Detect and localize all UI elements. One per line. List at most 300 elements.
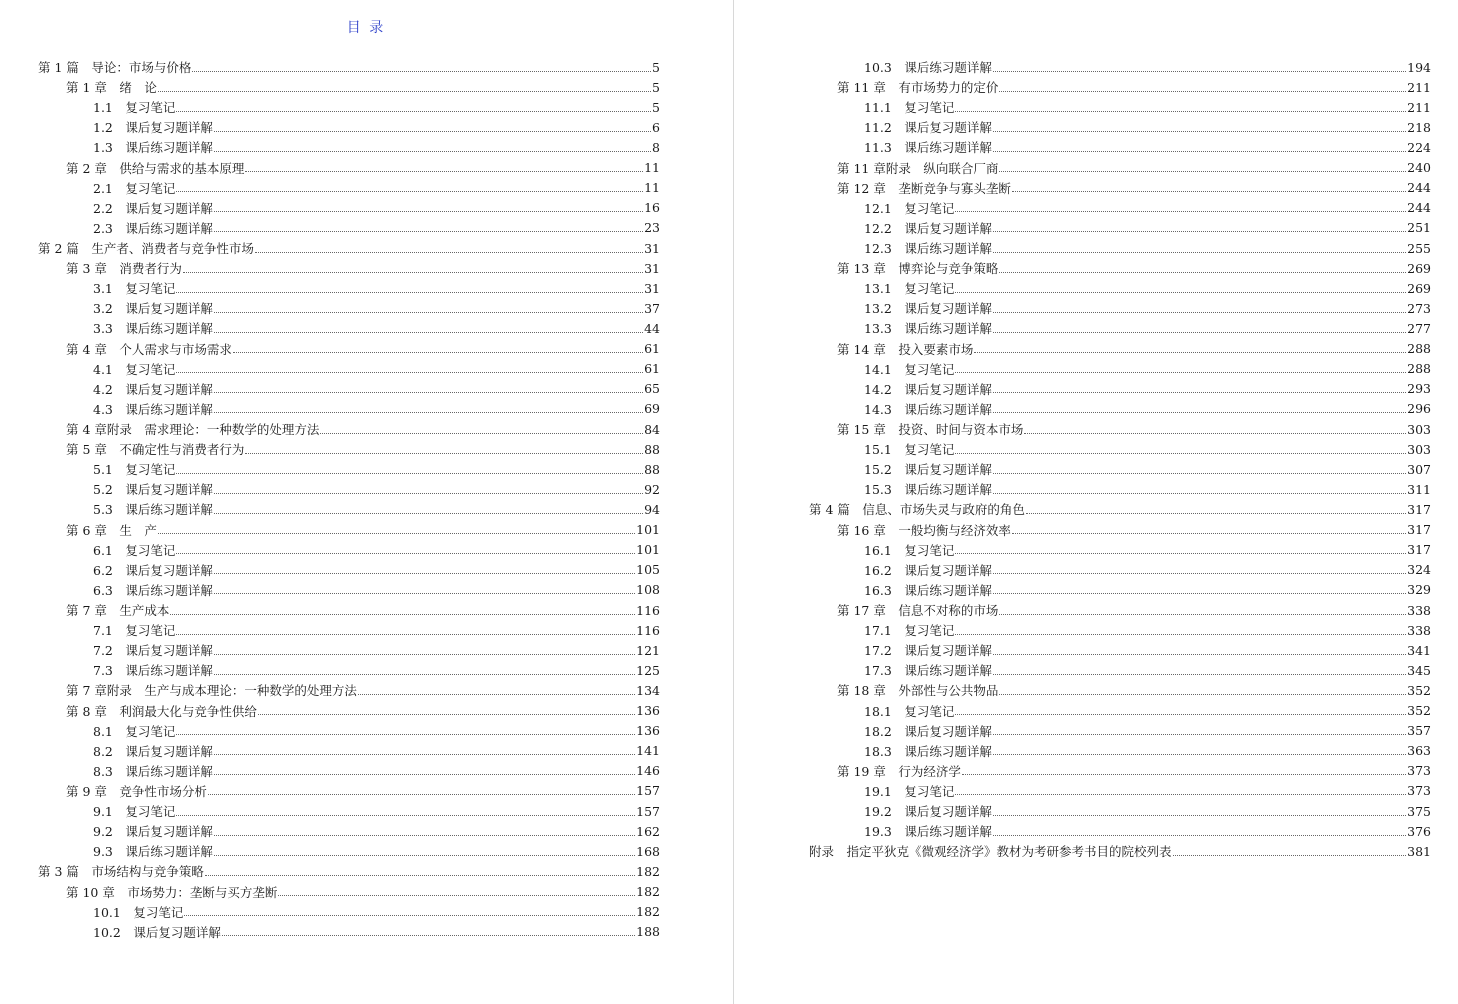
- toc-entry-page-number: 5: [652, 79, 660, 95]
- toc-section-entry[interactable]: [809, 540, 1431, 560]
- toc-entry-label: 14.3 课后练习题详解: [864, 401, 992, 417]
- toc-dot-leader: [1026, 513, 1406, 514]
- toc-part-entry[interactable]: [809, 499, 1431, 519]
- toc-chapter-entry[interactable]: [38, 158, 660, 178]
- toc-dot-leader: [993, 392, 1406, 393]
- toc-entry-page-number: 141: [636, 743, 660, 759]
- toc-entry-page-number: 311: [1407, 481, 1431, 497]
- toc-dot-leader: [993, 573, 1406, 574]
- toc-entry-page-number: 303: [1407, 441, 1431, 457]
- toc-entry-label: 16.3 课后练习题详解: [864, 582, 992, 598]
- toc-section-entry[interactable]: [809, 640, 1431, 660]
- toc-dot-leader: [214, 493, 643, 494]
- toc-section-entry[interactable]: [38, 97, 660, 117]
- toc-entry-page-number: 31: [644, 280, 660, 296]
- toc-section-entry[interactable]: [38, 841, 660, 861]
- toc-entry-label: 第 14 章 投入要素市场: [837, 341, 974, 357]
- toc-section-entry[interactable]: [809, 439, 1431, 459]
- toc-section-entry[interactable]: [38, 540, 660, 560]
- toc-entry-label: 第 7 章 生产成本: [66, 603, 170, 618]
- toc-dot-leader: [245, 171, 643, 172]
- toc-entry-label: 9.2 课后复习题详解: [93, 824, 213, 840]
- toc-dot-leader: [1024, 433, 1406, 434]
- toc-entry-label: 2.2 课后复习题详解: [93, 200, 213, 216]
- toc-section-entry[interactable]: [38, 640, 660, 660]
- toc-entry-label: 10.3 课后练习题详解: [864, 60, 992, 76]
- toc-chapter-entry[interactable]: [809, 258, 1431, 278]
- toc-section-entry[interactable]: [809, 821, 1431, 841]
- toc-entry-label: 8.2 课后复习题详解: [93, 743, 213, 759]
- toc-part-entry[interactable]: [38, 861, 660, 881]
- toc-entry-page-number: 16: [644, 200, 660, 216]
- toc-entry-page-number: 296: [1407, 401, 1431, 417]
- toc-entry-page-number: 357: [1407, 723, 1431, 739]
- toc-entry-label: 3.1 复习笔记: [93, 281, 176, 297]
- toc-section-entry[interactable]: [38, 741, 660, 761]
- toc-entry-page-number: 101: [636, 542, 660, 558]
- toc-entry-page-number: 88: [644, 441, 660, 457]
- toc-section-entry[interactable]: [809, 801, 1431, 821]
- toc-entry-page-number: 240: [1407, 160, 1431, 176]
- toc-dot-leader: [993, 231, 1406, 232]
- toc-entry-page-number: 61: [644, 361, 660, 377]
- toc-chapter-entry[interactable]: [809, 419, 1431, 439]
- toc-entry-page-number: 182: [636, 863, 660, 879]
- toc-entry-page-number: 273: [1407, 300, 1431, 316]
- toc-dot-leader: [170, 614, 635, 615]
- toc-entry-page-number: 11: [644, 180, 660, 196]
- toc-section-entry[interactable]: [38, 178, 660, 198]
- toc-page-right: [736, 0, 1458, 1004]
- toc-entry-page-number: 157: [636, 803, 660, 819]
- toc-section-entry[interactable]: [38, 459, 660, 479]
- toc-entry-page-number: 211: [1407, 79, 1431, 95]
- toc-section-entry[interactable]: [809, 97, 1431, 117]
- toc-entry-label: 11.3 课后练习题详解: [864, 140, 992, 156]
- toc-dot-leader: [158, 533, 635, 534]
- toc-entry-label: 第 13 章 博弈论与竞争策略: [837, 261, 999, 277]
- toc-entry-page-number: 244: [1407, 180, 1431, 196]
- toc-entry-label: 第 3 篇 市场结构与竞争策略: [38, 864, 204, 880]
- toc-section-entry[interactable]: [38, 560, 660, 580]
- toc-entry-page-number: 37: [644, 300, 660, 316]
- toc-chapter-entry[interactable]: [809, 158, 1431, 178]
- toc-entry-page-number: 338: [1407, 622, 1431, 638]
- toc-section-entry[interactable]: [809, 721, 1431, 741]
- toc-section-entry[interactable]: [38, 198, 660, 218]
- toc-entry-label: 13.3 课后练习题详解: [864, 321, 992, 337]
- toc-list-left: [38, 57, 660, 942]
- toc-chapter-entry[interactable]: [809, 339, 1431, 359]
- toc-section-entry[interactable]: [809, 57, 1431, 77]
- toc-entry-page-number: 352: [1407, 682, 1431, 698]
- toc-section-entry[interactable]: [809, 318, 1431, 338]
- toc-entry-label: 16.1 复习笔记: [864, 542, 955, 558]
- toc-entry-label: 1.3 课后练习题详解: [93, 140, 213, 156]
- toc-entry-label: 15.3 课后练习题详解: [864, 482, 992, 498]
- toc-chapter-entry[interactable]: [809, 680, 1431, 700]
- toc-dot-leader: [993, 312, 1406, 313]
- toc-dot-leader: [993, 412, 1406, 413]
- toc-entry-page-number: 65: [644, 381, 660, 397]
- toc-entry-page-number: 345: [1407, 662, 1431, 678]
- toc-section-entry[interactable]: [38, 117, 660, 137]
- toc-section-entry[interactable]: [38, 318, 660, 338]
- toc-section-entry[interactable]: [38, 821, 660, 841]
- toc-dot-leader: [1012, 533, 1406, 534]
- toc-entry-page-number: 116: [636, 602, 660, 618]
- toc-entry-label: 18.2 课后复习题详解: [864, 723, 992, 739]
- toc-entry-page-number: 288: [1407, 341, 1431, 357]
- toc-section-entry[interactable]: [38, 801, 660, 821]
- toc-dot-leader: [955, 372, 1406, 373]
- toc-section-entry[interactable]: [809, 218, 1431, 238]
- toc-section-entry[interactable]: [38, 399, 660, 419]
- toc-entry-page-number: 288: [1407, 361, 1431, 377]
- toc-entry-label: 10.1 复习笔记: [93, 904, 184, 920]
- toc-entry-page-number: 373: [1407, 763, 1431, 779]
- toc-entry-page-number: 381: [1407, 843, 1431, 859]
- toc-entry-label: 18.3 课后练习题详解: [864, 743, 992, 759]
- toc-entry-page-number: 6: [652, 119, 660, 135]
- toc-section-entry[interactable]: [38, 580, 660, 600]
- toc-part-entry[interactable]: [38, 238, 660, 258]
- toc-chapter-entry[interactable]: [809, 520, 1431, 540]
- toc-chapter-entry[interactable]: [809, 761, 1431, 781]
- toc-entry-label: 第 6 章 生 产: [66, 522, 157, 538]
- toc-section-entry[interactable]: [38, 499, 660, 519]
- toc-entry-label: 5.2 课后复习题详解: [93, 482, 213, 498]
- toc-section-entry[interactable]: [809, 359, 1431, 379]
- toc-dot-leader: [993, 815, 1406, 816]
- toc-dot-leader: [176, 111, 651, 112]
- toc-entry-label: 7.2 课后复习题详解: [93, 643, 213, 659]
- toc-dot-leader: [214, 573, 635, 574]
- toc-section-entry[interactable]: [809, 399, 1431, 419]
- toc-section-entry[interactable]: [809, 137, 1431, 157]
- toc-entry-page-number: 105: [636, 562, 660, 578]
- toc-entry-label: 17.3 课后练习题详解: [864, 663, 992, 679]
- toc-section-entry[interactable]: [809, 278, 1431, 298]
- toc-section-entry[interactable]: [38, 479, 660, 499]
- toc-entry-label: 5.3 课后练习题详解: [93, 502, 213, 518]
- toc-entry-label: 第 4 篇 信息、市场失灵与政府的角色: [809, 502, 1025, 518]
- toc-dot-leader: [214, 231, 643, 232]
- toc-chapter-entry[interactable]: [38, 600, 660, 620]
- toc-chapter-entry[interactable]: [38, 339, 660, 359]
- toc-section-entry[interactable]: [38, 902, 660, 922]
- toc-dot-leader: [214, 392, 643, 393]
- toc-entry-label: 3.2 课后复习题详解: [93, 301, 213, 317]
- toc-entry-label: 1.1 复习笔记: [93, 100, 176, 116]
- toc-chapter-entry[interactable]: [38, 781, 660, 801]
- toc-entry-page-number: 211: [1407, 99, 1431, 115]
- toc-entry-page-number: 251: [1407, 220, 1431, 236]
- toc-entry-label: 2.3 课后练习题详解: [93, 220, 213, 236]
- toc-chapter-entry[interactable]: [38, 520, 660, 540]
- toc-dot-leader: [258, 714, 635, 715]
- toc-dot-leader: [993, 252, 1406, 253]
- toc-dot-leader: [278, 895, 635, 896]
- toc-entry-page-number: 61: [644, 341, 660, 357]
- toc-entry-label: 第 11 章附录 纵向联合厂商: [837, 160, 999, 176]
- toc-dot-leader: [993, 593, 1406, 594]
- toc-dot-leader: [214, 754, 635, 755]
- toc-entry-page-number: 157: [636, 783, 660, 799]
- toc-entry-label: 12.2 课后复习题详解: [864, 220, 992, 236]
- toc-dot-leader: [999, 171, 1406, 172]
- toc-section-entry[interactable]: [809, 560, 1431, 580]
- toc-entry-page-number: 317: [1407, 501, 1431, 517]
- toc-dot-leader: [993, 151, 1406, 152]
- toc-section-entry[interactable]: [38, 660, 660, 680]
- toc-part-entry[interactable]: [809, 841, 1431, 861]
- toc-entry-page-number: 146: [636, 763, 660, 779]
- toc-entry-label: 第 1 章 绪 论: [66, 80, 157, 96]
- toc-dot-leader: [205, 875, 635, 876]
- toc-section-entry[interactable]: [38, 721, 660, 741]
- toc-section-entry[interactable]: [809, 701, 1431, 721]
- toc-entry-label: 11.1 复习笔记: [864, 100, 955, 116]
- toc-dot-leader: [222, 935, 635, 936]
- toc-chapter-entry[interactable]: [38, 680, 660, 700]
- toc-dot-leader: [214, 211, 643, 212]
- toc-entry-label: 附录 指定平狄克《微观经济学》教材为考研参考书目的院校列表: [809, 844, 1172, 860]
- toc-entry-label: 第 8 章 利润最大化与竞争性供给: [66, 703, 257, 719]
- toc-dot-leader: [176, 372, 643, 373]
- toc-entry-page-number: 44: [644, 320, 660, 336]
- toc-dot-leader: [192, 71, 651, 72]
- toc-dot-leader: [214, 593, 635, 594]
- toc-entry-label: 19.3 课后练习题详解: [864, 824, 992, 840]
- toc-entry-page-number: 317: [1407, 522, 1431, 538]
- toc-entry-page-number: 94: [644, 501, 660, 517]
- toc-entry-label: 6.1 复习笔记: [93, 542, 176, 558]
- toc-entry-page-number: 293: [1407, 381, 1431, 397]
- toc-entry-page-number: 375: [1407, 803, 1431, 819]
- toc-dot-leader: [993, 835, 1406, 836]
- toc-entry-page-number: 31: [644, 260, 660, 276]
- toc-entry-label: 11.2 课后复习题详解: [864, 120, 992, 136]
- toc-part-entry[interactable]: [38, 57, 660, 77]
- toc-entry-label: 第 10 章 市场势力：垄断与买方垄断: [66, 884, 278, 900]
- toc-section-entry[interactable]: [38, 137, 660, 157]
- toc-entry-label: 14.2 课后复习题详解: [864, 381, 992, 397]
- toc-entry-page-number: 244: [1407, 200, 1431, 216]
- toc-entry-page-number: 373: [1407, 783, 1431, 799]
- toc-dot-leader: [184, 915, 635, 916]
- toc-section-entry[interactable]: [38, 761, 660, 781]
- toc-dot-leader: [999, 694, 1406, 695]
- toc-entry-label: 第 4 章附录 需求理论：一种数学的处理方法: [66, 422, 320, 438]
- toc-entry-page-number: 168: [636, 843, 660, 859]
- toc-entry-label: 19.2 课后复习题详解: [864, 804, 992, 820]
- toc-chapter-entry[interactable]: [38, 881, 660, 901]
- toc-section-entry[interactable]: [38, 922, 660, 942]
- toc-dot-leader: [993, 71, 1406, 72]
- toc-dot-leader: [955, 453, 1406, 454]
- toc-entry-page-number: 329: [1407, 582, 1431, 598]
- toc-dot-leader: [183, 272, 643, 273]
- toc-dot-leader: [214, 151, 651, 152]
- toc-entry-page-number: 31: [644, 240, 660, 256]
- toc-entry-label: 第 2 篇 生产者、消费者与竞争性市场: [38, 241, 254, 257]
- toc-chapter-entry[interactable]: [38, 701, 660, 721]
- toc-dot-leader: [214, 855, 635, 856]
- toc-entry-label: 12.3 课后练习题详解: [864, 241, 992, 257]
- toc-entry-page-number: 92: [644, 481, 660, 497]
- toc-entry-label: 第 3 章 消费者行为: [66, 261, 182, 277]
- toc-dot-leader: [999, 614, 1406, 615]
- toc-entry-page-number: 134: [636, 682, 660, 698]
- toc-section-entry[interactable]: [809, 379, 1431, 399]
- toc-dot-leader: [999, 272, 1406, 273]
- toc-dot-leader: [176, 553, 635, 554]
- toc-entry-page-number: 363: [1407, 743, 1431, 759]
- toc-dot-leader: [214, 332, 643, 333]
- toc-entry-label: 5.1 复习笔记: [93, 462, 176, 478]
- toc-entry-page-number: 324: [1407, 562, 1431, 578]
- toc-entry-label: 7.3 课后练习题详解: [93, 663, 213, 679]
- toc-dot-leader: [176, 292, 643, 293]
- toc-dot-leader: [962, 774, 1406, 775]
- toc-dot-leader: [999, 91, 1406, 92]
- toc-entry-page-number: 162: [636, 823, 660, 839]
- toc-section-entry[interactable]: [809, 660, 1431, 680]
- toc-section-entry[interactable]: [38, 620, 660, 640]
- toc-dot-leader: [176, 473, 643, 474]
- toc-dot-leader: [955, 553, 1406, 554]
- toc-section-entry[interactable]: [809, 117, 1431, 137]
- toc-chapter-entry[interactable]: [38, 258, 660, 278]
- toc-entry-label: 19.1 复习笔记: [864, 783, 955, 799]
- toc-section-entry[interactable]: [809, 459, 1431, 479]
- toc-section-entry[interactable]: [38, 379, 660, 399]
- toc-dot-leader: [214, 774, 635, 775]
- toc-chapter-entry[interactable]: [38, 77, 660, 97]
- toc-chapter-entry[interactable]: [809, 77, 1431, 97]
- toc-entry-label: 第 9 章 竞争性市场分析: [66, 783, 207, 799]
- toc-dot-leader: [214, 312, 643, 313]
- toc-entry-page-number: 182: [636, 884, 660, 900]
- toc-section-entry[interactable]: [809, 198, 1431, 218]
- toc-dot-leader: [158, 91, 651, 92]
- toc-entry-label: 9.3 课后练习题详解: [93, 844, 213, 860]
- toc-entry-label: 8.3 课后练习题详解: [93, 763, 213, 779]
- toc-entry-label: 4.1 复习笔记: [93, 361, 176, 377]
- toc-entry-page-number: 194: [1407, 59, 1431, 75]
- toc-section-entry[interactable]: [809, 580, 1431, 600]
- toc-section-entry[interactable]: [809, 238, 1431, 258]
- toc-entry-label: 8.1 复习笔记: [93, 723, 176, 739]
- toc-entry-page-number: 23: [644, 220, 660, 236]
- toc-dot-leader: [1012, 191, 1406, 192]
- toc-section-entry[interactable]: [809, 298, 1431, 318]
- toc-dot-leader: [955, 211, 1406, 212]
- toc-entry-label: 17.2 课后复习题详解: [864, 643, 992, 659]
- toc-dot-leader: [245, 453, 643, 454]
- toc-entry-label: 3.3 课后练习题详解: [93, 321, 213, 337]
- toc-dot-leader: [255, 252, 643, 253]
- toc-dot-leader: [993, 493, 1406, 494]
- toc-chapter-entry[interactable]: [809, 178, 1431, 198]
- toc-section-entry[interactable]: [38, 298, 660, 318]
- toc-entry-label: 第 18 章 外部性与公共物品: [837, 683, 999, 699]
- toc-entry-label: 16.2 课后复习题详解: [864, 562, 992, 578]
- toc-entry-page-number: 108: [636, 582, 660, 598]
- toc-dot-leader: [1173, 855, 1407, 856]
- toc-entry-page-number: 84: [644, 421, 660, 437]
- toc-dot-leader: [176, 734, 635, 735]
- toc-dot-leader: [974, 352, 1406, 353]
- toc-entry-page-number: 224: [1407, 139, 1431, 155]
- toc-chapter-entry[interactable]: [38, 439, 660, 459]
- toc-section-entry[interactable]: [809, 781, 1431, 801]
- toc-section-entry[interactable]: [38, 218, 660, 238]
- toc-entry-label: 13.2 课后复习题详解: [864, 301, 992, 317]
- toc-dot-leader: [993, 131, 1406, 132]
- toc-section-entry[interactable]: [809, 741, 1431, 761]
- toc-dot-leader: [233, 352, 643, 353]
- toc-entry-label: 第 4 章 个人需求与市场需求: [66, 341, 232, 357]
- toc-entry-page-number: 125: [636, 662, 660, 678]
- toc-entry-label: 15.2 课后复习题详解: [864, 462, 992, 478]
- toc-entry-page-number: 11: [644, 160, 660, 176]
- toc-entry-page-number: 121: [636, 642, 660, 658]
- toc-entry-label: 第 1 篇 导论：市场与价格: [38, 60, 192, 76]
- toc-entry-label: 第 16 章 一般均衡与经济效率: [837, 522, 1011, 538]
- toc-entry-label: 第 17 章 信息不对称的市场: [837, 603, 999, 618]
- toc-section-entry[interactable]: [809, 479, 1431, 499]
- toc-dot-leader: [320, 433, 643, 434]
- toc-entry-page-number: 182: [636, 904, 660, 920]
- toc-dot-leader: [176, 191, 643, 192]
- toc-entry-label: 6.3 课后练习题详解: [93, 582, 213, 598]
- toc-entry-label: 14.1 复习笔记: [864, 361, 955, 377]
- toc-dot-leader: [214, 674, 635, 675]
- toc-entry-page-number: 269: [1407, 260, 1431, 276]
- toc-entry-page-number: 136: [636, 723, 660, 739]
- toc-entry-page-number: 8: [652, 139, 660, 155]
- toc-dot-leader: [993, 654, 1406, 655]
- toc-entry-page-number: 277: [1407, 320, 1431, 336]
- toc-dot-leader: [358, 694, 635, 695]
- toc-entry-label: 第 5 章 不确定性与消费者行为: [66, 442, 245, 458]
- toc-entry-label: 15.1 复习笔记: [864, 442, 955, 458]
- toc-dot-leader: [214, 513, 643, 514]
- toc-entry-page-number: 101: [636, 522, 660, 538]
- toc-entry-label: 6.2 课后复习题详解: [93, 562, 213, 578]
- toc-entry-label: 9.1 复习笔记: [93, 804, 176, 820]
- toc-entry-label: 4.3 课后练习题详解: [93, 401, 213, 417]
- toc-chapter-entry[interactable]: [38, 419, 660, 439]
- toc-dot-leader: [208, 794, 635, 795]
- toc-section-entry[interactable]: [809, 620, 1431, 640]
- toc-dot-leader: [214, 835, 635, 836]
- toc-chapter-entry[interactable]: [809, 600, 1431, 620]
- toc-entry-label: 17.1 复习笔记: [864, 623, 955, 639]
- toc-entry-label: 第 11 章 有市场势力的定价: [837, 80, 999, 96]
- toc-entry-page-number: 341: [1407, 642, 1431, 658]
- toc-entry-label: 4.2 课后复习题详解: [93, 381, 213, 397]
- toc-section-entry[interactable]: [38, 359, 660, 379]
- toc-dot-leader: [214, 131, 651, 132]
- toc-entry-label: 2.1 复习笔记: [93, 180, 176, 196]
- toc-section-entry[interactable]: [38, 278, 660, 298]
- toc-entry-page-number: 352: [1407, 703, 1431, 719]
- toc-dot-leader: [214, 654, 635, 655]
- toc-entry-label: 1.2 课后复习题详解: [93, 120, 213, 136]
